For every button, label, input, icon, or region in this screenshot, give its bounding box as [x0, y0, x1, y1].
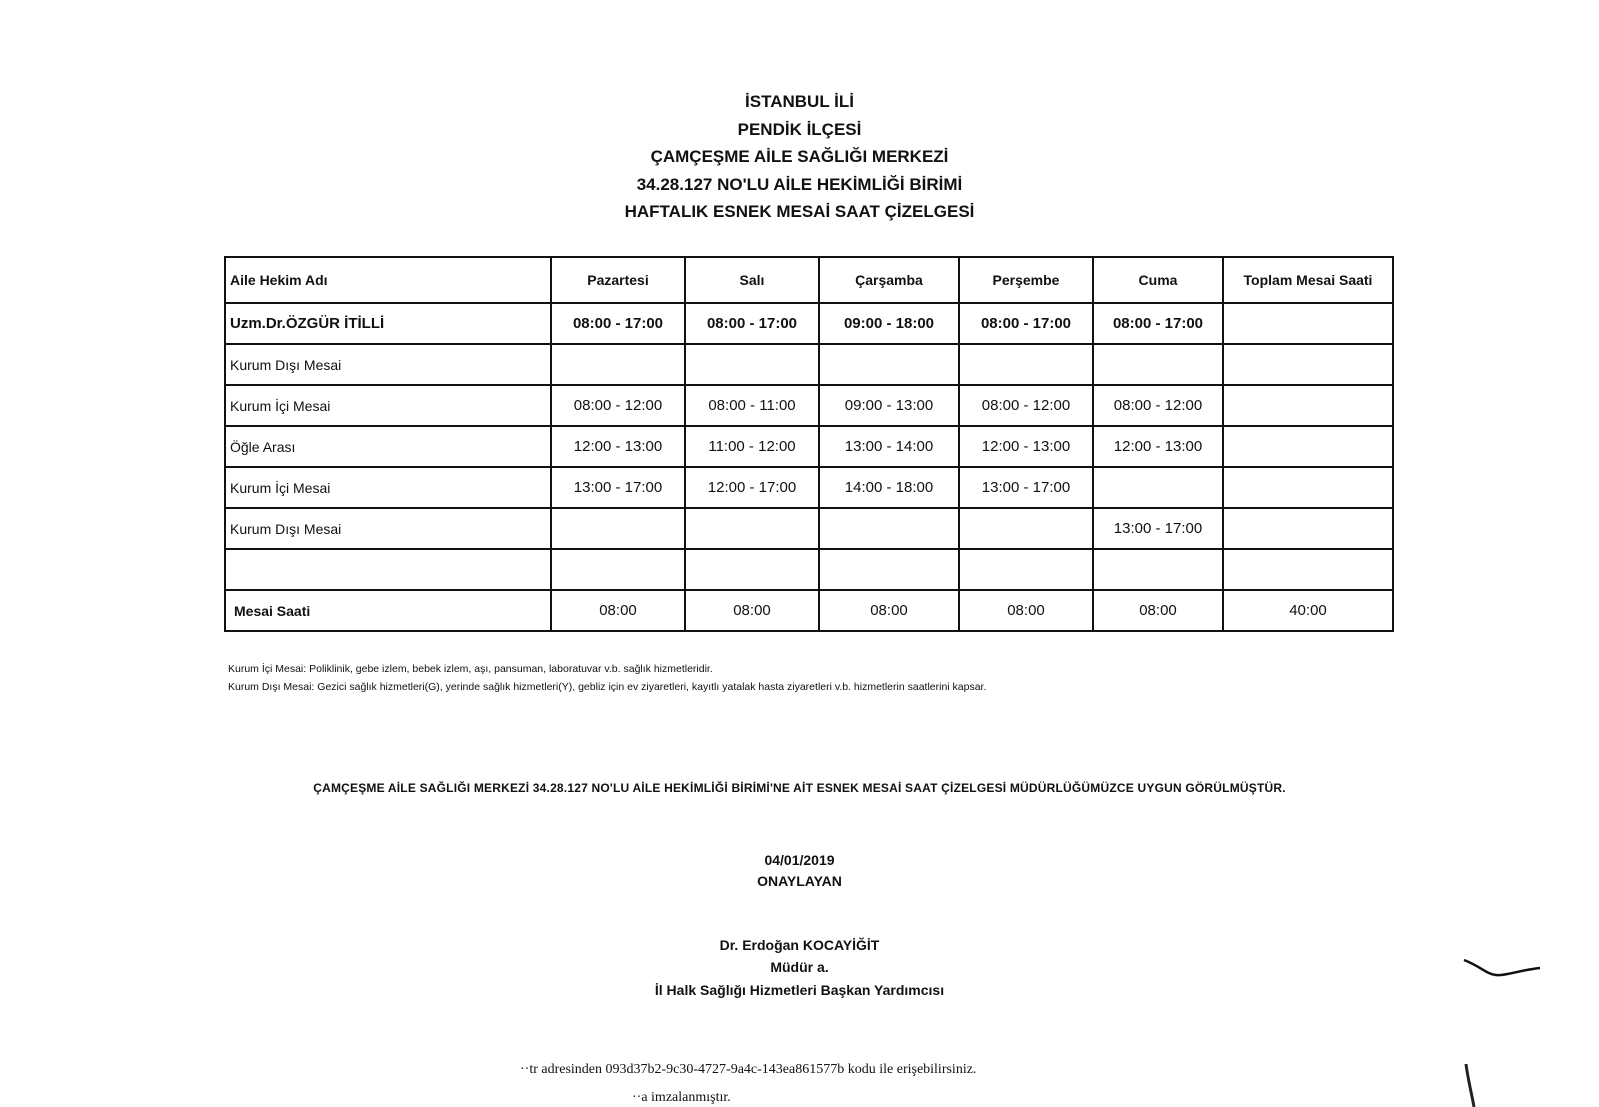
table-cell: 09:00 - 13:00	[819, 385, 959, 426]
table-cell: 11:00 - 12:00	[685, 426, 819, 467]
row-label: Öğle Arası	[225, 426, 551, 467]
header-unit: 34.28.127 NO'LU AİLE HEKİMLİĞİ BİRİMİ	[636, 174, 963, 194]
schedule-table	[224, 256, 1394, 632]
table-cell: 12:00 - 13:00	[959, 426, 1093, 467]
e-signature-note: ··a imzalanmıştır.	[632, 1090, 731, 1105]
table-cell: 08:00 - 17:00	[551, 303, 685, 344]
scan-mark-icon	[1460, 950, 1550, 980]
signer-title: İl Halk Sağlığı Hizmetleri Başkan Yardımcısı	[654, 982, 945, 998]
table-cell	[685, 549, 819, 590]
footnotes	[228, 660, 986, 696]
table-cell: 13:00 - 17:00	[551, 467, 685, 508]
header-schedule-title: HAFTALIK ESNEK MESAİ SAAT ÇİZELGESİ	[624, 202, 975, 221]
table-total-row	[225, 590, 1393, 631]
header-health-center: ÇAMÇEŞME AİLE SAĞLIĞI MERKEZİ	[650, 147, 949, 166]
table-cell: 08:00 - 12:00	[1093, 385, 1223, 426]
table-cell: 08:00 - 11:00	[685, 385, 819, 426]
table-cell	[1223, 549, 1393, 590]
header-province: İSTANBUL İLİ	[745, 92, 854, 111]
table-cell: 12:00 - 13:00	[551, 426, 685, 467]
table-cell	[1223, 467, 1393, 508]
table-cell: 08:00	[551, 590, 685, 631]
table-cell	[685, 508, 819, 549]
table-row	[225, 303, 1393, 344]
signer-name: Dr. Erdoğan KOCAYİĞİT	[719, 937, 880, 953]
table-cell	[1093, 549, 1223, 590]
table-cell	[1223, 426, 1393, 467]
signer-role: Müdür a.	[770, 959, 829, 975]
table-cell: 12:00 - 13:00	[1093, 426, 1223, 467]
row-label: Mesai Saati	[225, 590, 551, 631]
table-row	[225, 549, 1393, 590]
document-header	[0, 88, 1599, 226]
column-header: Cuma	[1093, 257, 1223, 303]
footnote-kurum-disi: Kurum Dışı Mesai: Gezici sağlık hizmetleri(G), yerinde sağlık hizmetleri(Y), gebliz için ev ziyaretleri, kayıtlı yatalak hasta ziyaretleri v.b. hizmetlerin saatlerini kapsar.	[228, 681, 987, 693]
column-header: Pazartesi	[551, 257, 685, 303]
total-hours-cell: 40:00	[1223, 590, 1393, 631]
table-cell: 13:00 - 14:00	[819, 426, 959, 467]
table-row	[225, 508, 1393, 549]
table-cell	[959, 549, 1093, 590]
approval-date: 04/01/2019	[764, 852, 835, 868]
table-cell	[551, 549, 685, 590]
table-cell	[1093, 467, 1223, 508]
table-cell	[1223, 303, 1393, 344]
header-district: PENDİK İLÇESİ	[737, 119, 862, 139]
table-cell: 08:00 - 12:00	[551, 385, 685, 426]
table-cell	[1223, 508, 1393, 549]
table-cell: 08:00 - 17:00	[1093, 303, 1223, 344]
table-cell: 08:00 - 12:00	[959, 385, 1093, 426]
table-cell: 08:00	[1093, 590, 1223, 631]
table-row	[225, 385, 1393, 426]
table-cell	[819, 508, 959, 549]
table-row	[225, 467, 1393, 508]
table-cell	[1223, 344, 1393, 385]
table-cell: 13:00 - 17:00	[1093, 508, 1223, 549]
column-header: Çarşamba	[819, 257, 959, 303]
row-label: Kurum Dışı Mesai	[225, 344, 551, 385]
scan-mark-icon	[1460, 1060, 1480, 1107]
table-cell	[819, 344, 959, 385]
approver-label: ONAYLAYAN	[757, 873, 842, 889]
verification-code-text: ··tr adresinden 093d37b2-9c30-4727-9a4c-143ea861577b kodu ile erişebilirsiniz.	[520, 1062, 977, 1077]
column-header: Toplam Mesai Saati	[1223, 257, 1393, 303]
table-cell	[1223, 385, 1393, 426]
table-cell: 08:00 - 17:00	[959, 303, 1093, 344]
table-cell: 08:00	[959, 590, 1093, 631]
table-cell	[551, 508, 685, 549]
table-cell	[959, 344, 1093, 385]
table-cell	[819, 549, 959, 590]
table-cell: 13:00 - 17:00	[959, 467, 1093, 508]
table-cell	[959, 508, 1093, 549]
table-cell	[1093, 344, 1223, 385]
row-label: Kurum İçi Mesai	[225, 385, 551, 426]
table-row	[225, 344, 1393, 385]
row-label: Kurum İçi Mesai	[225, 467, 551, 508]
table-cell	[685, 344, 819, 385]
approval-statement: ÇAMÇEŞME AİLE SAĞLIĞI MERKEZİ 34.28.127 NO'LU AİLE HEKİMLİĞİ BİRİMİ'NE AİT ESNEK MESAİ SAAT ÇİZELGESİ MÜDÜRLÜĞÜMÜZCE UYGUN GÖRÜLMÜŞTÜR.	[313, 781, 1286, 795]
footnote-kurum-ici: Kurum İçi Mesai: Poliklinik, gebe izlem, bebek izlem, aşı, pansuman, laboratuvar v.b. sağlık hizmetleridir.	[228, 663, 713, 675]
table-row	[225, 426, 1393, 467]
table-cell: 14:00 - 18:00	[819, 467, 959, 508]
table-cell: 09:00 - 18:00	[819, 303, 959, 344]
column-header: Perşembe	[959, 257, 1093, 303]
table-cell: 08:00	[819, 590, 959, 631]
column-header: Aile Hekim Adı	[225, 257, 551, 303]
doctor-name: Uzm.Dr.ÖZGÜR İTİLLİ	[225, 303, 551, 344]
table-cell: 08:00 - 17:00	[685, 303, 819, 344]
column-header: Salı	[685, 257, 819, 303]
table-cell: 12:00 - 17:00	[685, 467, 819, 508]
table-header-row	[225, 257, 1393, 303]
row-label	[225, 549, 551, 590]
row-label: Kurum Dışı Mesai	[225, 508, 551, 549]
table-cell	[551, 344, 685, 385]
table-cell: 08:00	[685, 590, 819, 631]
